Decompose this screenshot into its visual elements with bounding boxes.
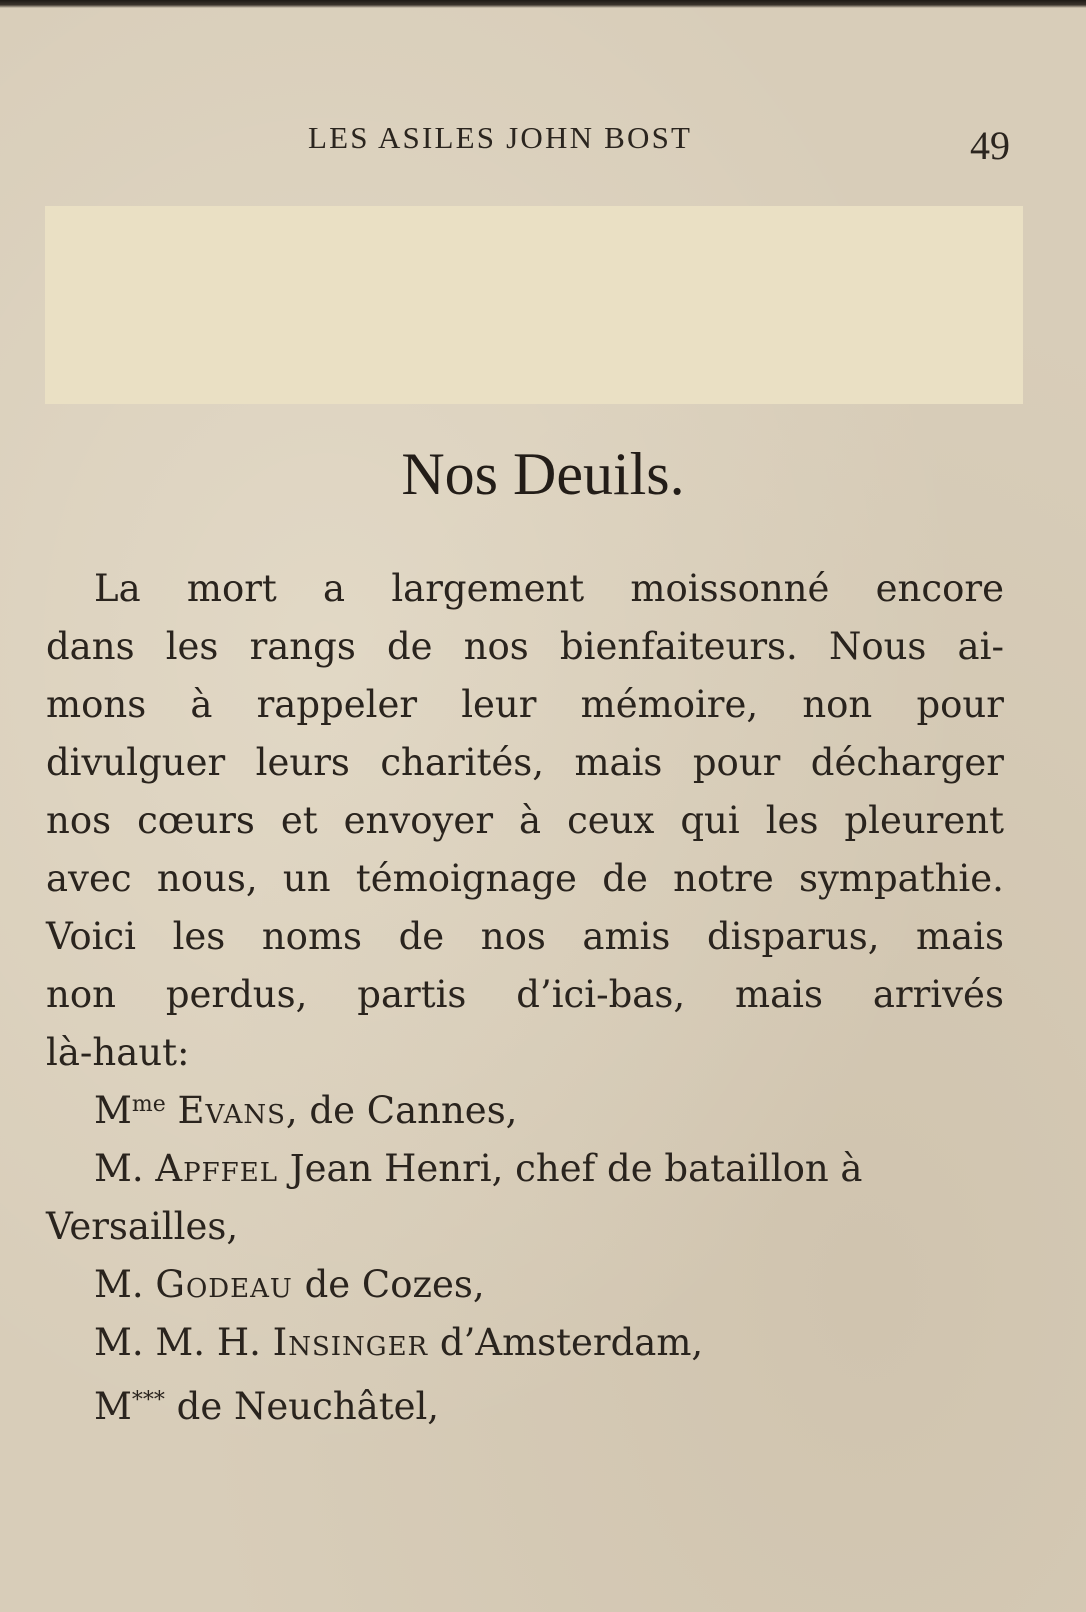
word: Voici [46, 915, 136, 958]
word: La [94, 567, 141, 610]
word: Nous [828, 625, 927, 668]
paragraph-line [46, 560, 1004, 618]
entry-rest: de Cozes, [292, 1263, 485, 1306]
word: à [519, 799, 542, 842]
section-title: Nos Deuils. [401, 441, 685, 507]
paragraph-line [46, 792, 1004, 850]
word: perdus, [165, 973, 308, 1016]
page-number: 49 [970, 123, 1010, 168]
word: les [165, 625, 219, 668]
word: largement [391, 567, 585, 610]
word: un [282, 857, 331, 900]
paragraph-line [46, 908, 1004, 966]
word: de [602, 857, 648, 900]
word: rappeler [256, 683, 418, 726]
word: et [280, 799, 318, 842]
word: d’ici-bas, [516, 973, 686, 1016]
redacted-block [45, 206, 1023, 404]
entry-apffel [46, 1140, 1004, 1198]
word: encore [875, 567, 1004, 610]
word: notre [673, 857, 774, 900]
entry-rest: , de Cannes, [285, 1089, 518, 1132]
word: leurs [255, 741, 350, 784]
word: leur [461, 683, 537, 726]
word: dans [46, 625, 135, 668]
word: non [46, 973, 116, 1016]
paragraph-line [46, 1024, 1004, 1082]
entry-rest: Jean Henri, chef de bataillon à [277, 1147, 863, 1190]
word: nos [46, 799, 112, 842]
entry-title: M [94, 1385, 132, 1428]
entry-title: M [94, 1089, 132, 1132]
word: arrivés [872, 973, 1004, 1016]
entry-title: M. [94, 1263, 144, 1306]
word: mémoire, [580, 683, 759, 726]
word: les [172, 915, 226, 958]
word: amis [582, 915, 671, 958]
paragraph-line [46, 618, 1004, 676]
word: nos [480, 915, 546, 958]
running-head: LES ASILES JOHN BOST [308, 120, 693, 155]
word: bienfaiteurs. [559, 625, 798, 668]
paragraph-line [46, 966, 1004, 1024]
entry-evans [46, 1082, 1004, 1140]
word: avec [46, 857, 132, 900]
word: mais [574, 741, 663, 784]
word: sympathie. [799, 857, 1004, 900]
entry-neuchatel [46, 1372, 1004, 1430]
word: non [802, 683, 873, 726]
entry-name: Godeau [155, 1263, 293, 1306]
word: mais [735, 973, 823, 1016]
word: mort [186, 567, 277, 610]
entry-rest: de Neuchâtel, [164, 1385, 440, 1428]
word: rangs [249, 625, 356, 668]
paragraph-line [46, 850, 1004, 908]
word: moissonné [630, 567, 830, 610]
paragraph-line [46, 734, 1004, 792]
word: noms [261, 915, 363, 958]
entry-title-sup: *** [131, 1388, 165, 1413]
word: ceux [567, 799, 655, 842]
paragraph [46, 560, 1004, 1082]
word: les [765, 799, 819, 842]
word: à [190, 683, 213, 726]
page-top-edge [0, 0, 1086, 8]
word: là-haut: [46, 1031, 190, 1074]
word: nous, [156, 857, 258, 900]
entry-name: Apffel [155, 1147, 278, 1190]
word: pour [692, 741, 781, 784]
word: charités, [380, 741, 544, 784]
entry-name: Insinger [272, 1321, 429, 1364]
word: nos [463, 625, 529, 668]
word: décharger [810, 741, 1004, 784]
word: témoignage [355, 857, 577, 900]
entry-continuation: Versailles, [46, 1205, 239, 1248]
entry-rest: d’Amsterdam, [428, 1321, 704, 1364]
word: de [386, 625, 433, 668]
entry-title-sup: me [131, 1092, 166, 1117]
word: de [398, 915, 445, 958]
word: a [323, 567, 346, 610]
word: mais [916, 915, 1004, 958]
entry-title: M. M. H. [94, 1321, 261, 1364]
word: divulguer [46, 741, 226, 784]
entry-name: Evans [177, 1089, 286, 1132]
word: disparus, [706, 915, 880, 958]
word: qui [680, 799, 740, 842]
word: mons [46, 683, 147, 726]
entry-godeau [46, 1256, 1004, 1314]
page-body [46, 560, 1004, 1430]
word: pleurent [844, 799, 1004, 842]
word: partis [357, 973, 467, 1016]
word: ai- [957, 625, 1004, 668]
paragraph-line [46, 676, 1004, 734]
entry-title: M. [94, 1147, 144, 1190]
word: pour [916, 683, 1004, 726]
word: cœurs [137, 799, 255, 842]
word: envoyer [343, 799, 494, 842]
entry-insinger [46, 1314, 1004, 1372]
